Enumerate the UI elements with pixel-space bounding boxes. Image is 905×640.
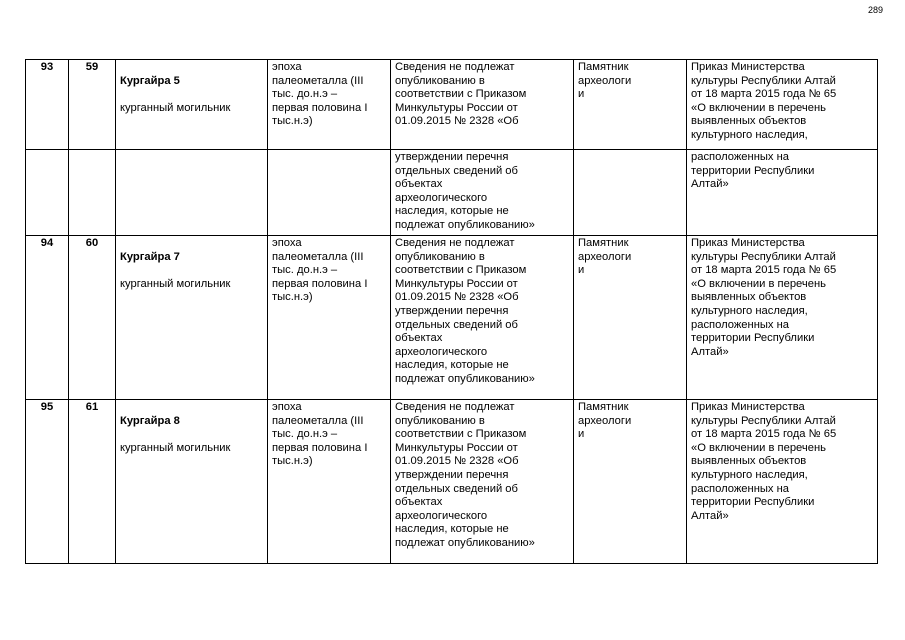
registry-number-cell: 93 bbox=[26, 60, 69, 150]
object-name: Кургайра 7 bbox=[120, 250, 180, 263]
page-number: 289 bbox=[867, 5, 883, 15]
category-cell: Памятник археологи и bbox=[574, 236, 687, 400]
object-kind: курганный могильник bbox=[120, 277, 231, 290]
registry-number-cell: 94 bbox=[26, 236, 69, 400]
table-row bbox=[26, 400, 878, 564]
object-kind: курганный могильник bbox=[120, 441, 231, 454]
category-cell: Памятник археологи и bbox=[574, 400, 687, 564]
address-cell: Сведения не подлежат опубликованию в соответствии с Приказом Минкультуры России от 01.09.2015 № 2328 «Об bbox=[391, 60, 574, 150]
local-number-cell: 61 bbox=[69, 400, 116, 564]
address-cell: Сведения не подлежат опубликованию в соответствии с Приказом Минкультуры России от 01.09.2015 № 2328 «Об утверждении перечня отдельных сведений об объектах археологического наследия, которые не подлежат опубликованию» bbox=[391, 400, 574, 564]
object-name: Кургайра 5 bbox=[120, 74, 180, 87]
dating-cell: эпоха палеометалла (III тыс. до.н.э – первая половина I тыс.н.э) bbox=[268, 60, 391, 150]
document-cell: Приказ Министерства культуры Республики Алтай от 18 марта 2015 года № 65 «О включении в перечень выявленных объектов культурного наследия, расположенных на территории Республики Алтай» bbox=[687, 236, 878, 400]
object-name-cell bbox=[116, 150, 268, 236]
document-cell: Приказ Министерства культуры Республики Алтай от 18 марта 2015 года № 65 «О включении в перечень выявленных объектов культурного наследия, bbox=[687, 60, 878, 150]
category-cell: Памятник археологи и bbox=[574, 60, 687, 150]
address-cell: утверждении перечня отдельных сведений об объектах археологического наследия, которые не подлежат опубликованию» bbox=[391, 150, 574, 236]
object-name: Кургайра 8 bbox=[120, 414, 180, 427]
local-number-cell bbox=[69, 150, 116, 236]
address-cell: Сведения не подлежат опубликованию в соответствии с Приказом Минкультуры России от 01.09.2015 № 2328 «Об утверждении перечня отдельных сведений об объектах археологического наследия, которые не подлежат опубликованию» bbox=[391, 236, 574, 400]
object-name-cell bbox=[116, 400, 268, 564]
category-cell bbox=[574, 150, 687, 236]
dating-cell bbox=[268, 150, 391, 236]
object-name-cell bbox=[116, 60, 268, 150]
table-row bbox=[26, 60, 878, 150]
document-cell: Приказ Министерства культуры Республики Алтай от 18 марта 2015 года № 65 «О включении в перечень выявленных объектов культурного наследия, расположенных на территории Республики Алтай» bbox=[687, 400, 878, 564]
local-number-cell: 60 bbox=[69, 236, 116, 400]
object-kind: курганный могильник bbox=[120, 101, 231, 114]
registry-number-cell: 95 bbox=[26, 400, 69, 564]
document-cell: расположенных на территории Республики Алтай» bbox=[687, 150, 878, 236]
table-row-continuation bbox=[26, 150, 878, 236]
dating-cell: эпоха палеометалла (III тыс. до.н.э – первая половина I тыс.н.э) bbox=[268, 400, 391, 564]
dating-cell: эпоха палеометалла (III тыс. до.н.э – первая половина I тыс.н.э) bbox=[268, 236, 391, 400]
local-number-cell: 59 bbox=[69, 60, 116, 150]
registry-number-cell bbox=[26, 150, 69, 236]
object-name-cell bbox=[116, 236, 268, 400]
heritage-registry-table bbox=[25, 59, 878, 564]
table-row bbox=[26, 236, 878, 400]
